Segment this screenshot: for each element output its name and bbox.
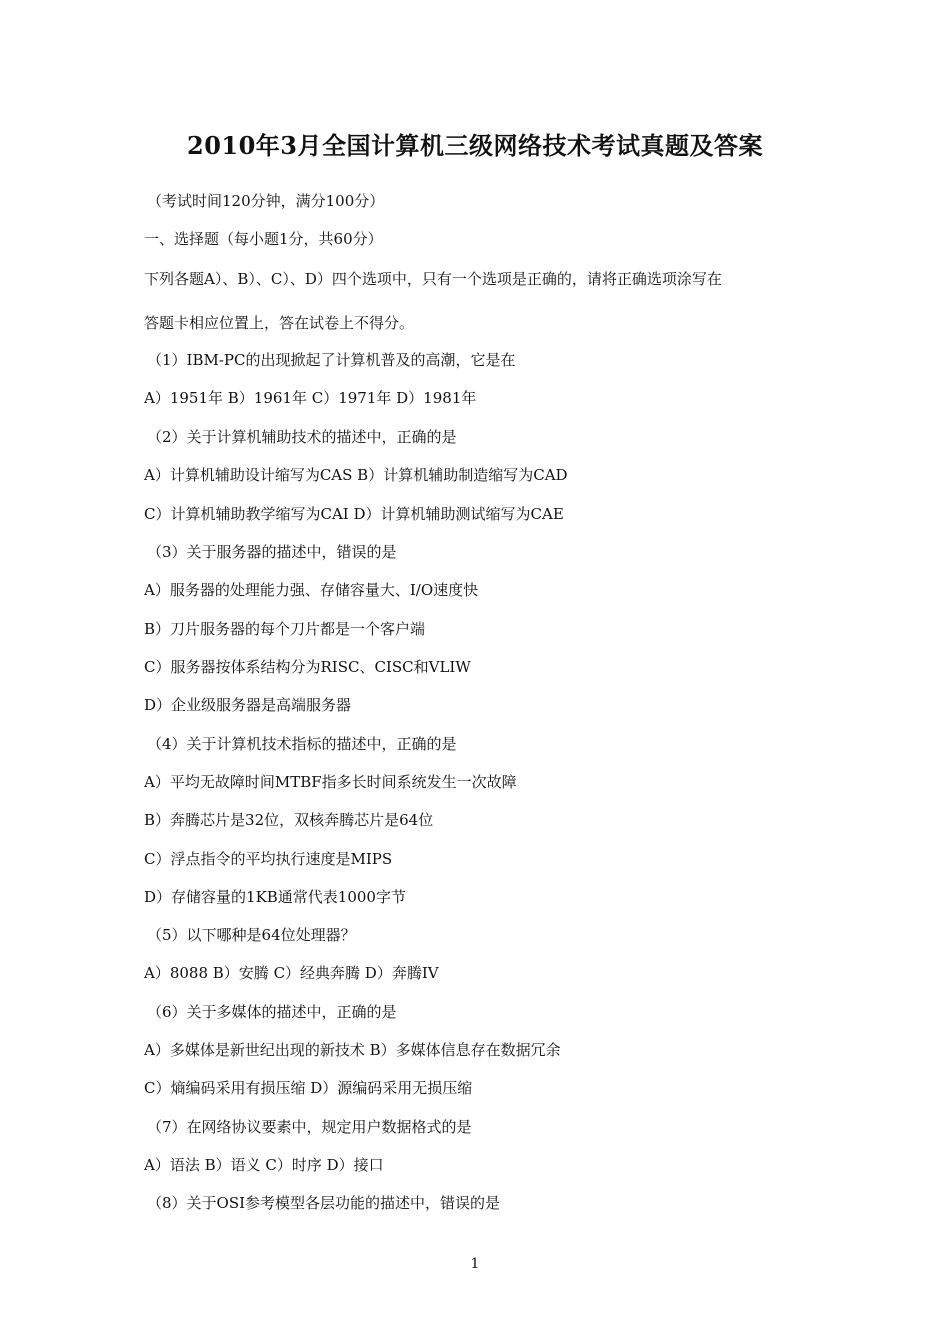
question-7-stem: （7）在网络协议要素中，规定用户数据格式的是 bbox=[147, 1118, 472, 1136]
question-4-option-line: D）存储容量的1KB通常代表1000字节 bbox=[144, 888, 406, 906]
page-number: 1 bbox=[470, 1256, 480, 1272]
question-4-option-line: B）奔腾芯片是32位，双核奔腾芯片是64位 bbox=[144, 811, 434, 829]
question-3-option-line: A）服务器的处理能力强、存储容量大、I/O速度快 bbox=[144, 581, 479, 599]
question-1-option-line: A）1951年 B）1961年 C）1971年 D）1981年 bbox=[144, 389, 477, 407]
document-title: 2010年3月全国计算机三级网络技术考试真题及答案 bbox=[187, 131, 763, 160]
question-4-option-line: C）浮点指令的平均执行速度是MIPS bbox=[144, 850, 393, 868]
question-3-option-line: B）刀片服务器的每个刀片都是一个客户端 bbox=[144, 620, 426, 638]
question-1-stem: （1）IBM-PC的出现掀起了计算机普及的高潮，它是在 bbox=[147, 351, 516, 369]
question-3-stem: （3）关于服务器的描述中，错误的是 bbox=[147, 543, 397, 561]
question-5-stem: （5）以下哪种是64位处理器？ bbox=[147, 926, 356, 944]
question-2-stem: （2）关于计算机辅助技术的描述中，正确的是 bbox=[147, 428, 457, 446]
question-3-option-line: D）企业级服务器是高端服务器 bbox=[144, 696, 352, 714]
question-3-option-line: C）服务器按体系结构分为RISC、CISC和VLIW bbox=[144, 658, 471, 676]
question-8-stem: （8）关于OSI参考模型各层功能的描述中，错误的是 bbox=[147, 1194, 501, 1212]
question-4-stem: （4）关于计算机技术指标的描述中，正确的是 bbox=[147, 735, 457, 753]
question-7-option-line: A）语法 B）语义 C）时序 D）接口 bbox=[144, 1156, 384, 1174]
exam-info: （考试时间120分钟，满分100分） bbox=[147, 192, 385, 210]
instructions-line-1: 下列各题A）、B）、C）、D）四个选项中，只有一个选项是正确的，请将正确选项涂写在 bbox=[144, 270, 722, 288]
instructions-line-2: 答题卡相应位置上，答在试卷上不得分。 bbox=[144, 314, 415, 332]
question-6-stem: （6）关于多媒体的描述中，正确的是 bbox=[147, 1003, 397, 1021]
question-2-option-line: A）计算机辅助设计缩写为CAS B）计算机辅助制造缩写为CAD bbox=[144, 466, 568, 484]
question-6-option-line: C）熵编码采用有损压缩 D）源编码采用无损压缩 bbox=[144, 1079, 473, 1097]
question-2-option-line: C）计算机辅助教学缩写为CAI D）计算机辅助测试缩写为CAE bbox=[144, 505, 564, 523]
question-5-option-line: A）8088 B）安腾 C）经典奔腾 D）奔腾IV bbox=[144, 964, 439, 982]
question-4-option-line: A）平均无故障时间MTBF指多长时间系统发生一次故障 bbox=[144, 773, 517, 791]
question-6-option-line: A）多媒体是新世纪出现的新技术 B）多媒体信息存在数据冗余 bbox=[144, 1041, 561, 1059]
section-heading: 一、选择题（每小题1分，共60分） bbox=[144, 230, 383, 248]
